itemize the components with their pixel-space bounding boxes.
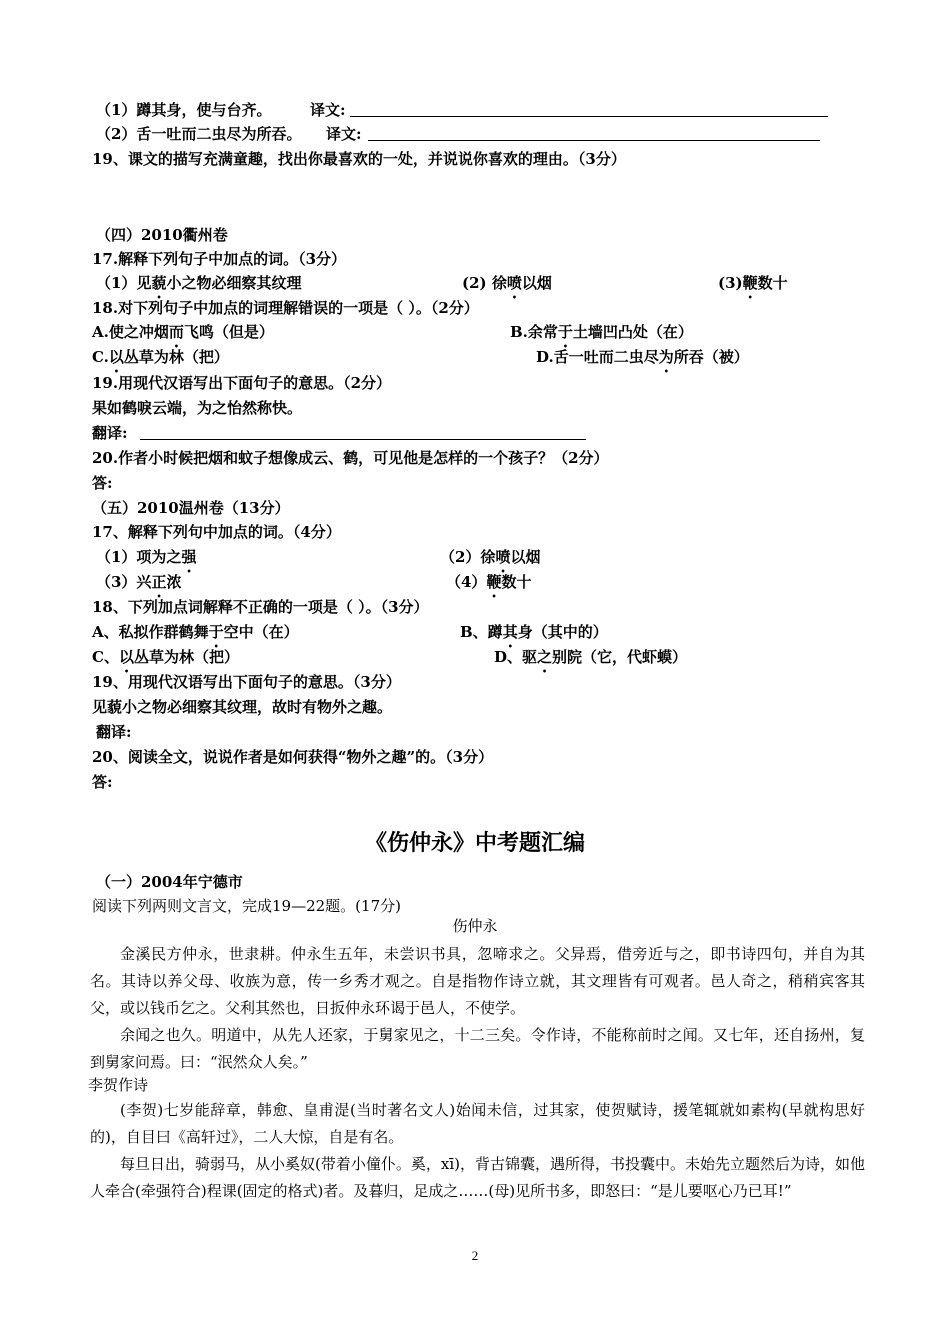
passage-paragraph-2: 余闻之也久。明道中，从先人还家，于舅家见之，十二三矣。令作诗，不能称前时之闻。又七年，还自扬州，复到舅家问焉。曰：“泯然众人矣。” [90,1026,865,1071]
section-1-heading [96,872,243,892]
answer-line-1[interactable] [350,102,828,117]
s4-q20-answer-label [92,473,113,493]
passage-paragraph-1: 金溪民方仲永，世隶耕。仲永生五年，未尝识书具，忽啼求之。父异焉，借旁近与之，即书诗四句，并自为其名。其诗以养父母、收族为意，传一乡秀才观之。自是指物作诗立就，其文理皆有可观者。邑人奇之，稍稍宾客其父，或以钱币乞之。父利其然也，日扳仲永环谒于邑人，不使学。 [90,945,865,1017]
s4-q18-option-d [536,347,749,376]
s4-q17-item-c [718,273,788,302]
text: D、驱 [494,648,538,666]
s5-q19-sentence [92,697,392,717]
s5-question-18 [92,597,429,617]
text: (2) 徐 [462,274,507,292]
page-number: 2 [471,1248,479,1263]
dotted-word: 喷 [506,274,522,292]
passage-paragraph-3: (李贺)七岁能辞章，韩愈、皇甫湜(当时著名文人)始闻未信，过其家，使贺赋诗，援笔辄就如素构(早就构思好的)，自目曰《高轩过》，二人大惊，自是有名。 [90,1101,865,1146]
text: 身（其中的） [517,623,608,641]
text: 别院（它，代虾蟆） [552,648,688,666]
text: 浓 [166,573,182,591]
s4-q19-answer-line[interactable] [140,425,586,440]
text: 所吞（被） [673,348,749,366]
q-item-1 [96,100,271,120]
answer-label-text: 答: [92,773,113,791]
passage-paragraph-4: 每旦日出，骑弱马，从小奚奴(带着小僮仆。奚，xī)，背古锦囊，遇所得，书投囊中。未始先立题然后为诗，如他人牵合(牵强符合)程课(固定的格式)者。及暮归，足成之……(母)见所书多，即怒曰：“是儿要呕心乃已耳!” [90,1155,865,1200]
translation-label-text: 译文: [326,125,362,143]
translate-label-text: 翻译: [96,723,132,741]
s5-question-19-text: 19、用现代汉语写出下面句子的意思。（3分） [92,673,401,691]
dotted-word: 其 [502,623,518,641]
text: C. [92,348,109,366]
translation-label-2 [326,124,362,144]
s4-question-20 [92,448,609,468]
text: 数十 [501,573,532,591]
dotted-word: 喷 [495,548,511,566]
dotted-word: 鞭 [486,573,502,591]
s4-question-18-text: 18.对下列句子中加点的词理解错误的一项是（ ）。（2分） [92,299,479,317]
q-item-2 [96,124,301,144]
s5-question-17-text: 17、解释下列句中加点的词。（4分） [92,523,341,541]
dotted-word: 之 [537,648,553,666]
s4-question-17-text: 17.解释下列句子中加点的词。（3分） [92,250,347,268]
text: A.使之冲烟 [92,323,169,341]
s4-question-19 [92,373,391,393]
dotted-word: 以 [118,648,134,666]
s5-question-17 [92,522,341,542]
s4-question-20-text: 20.作者小时候把烟和蚊子想像成云、鹤，可见他是怎样的一个孩子？（2分） [92,449,609,467]
dotted-word: 为 [658,348,674,366]
dotted-word: 强 [181,548,197,566]
second-passage-title-text: 李贺作诗 [88,1076,149,1094]
text: D.舌一吐而二虫尽 [536,348,659,366]
text: A、私拟作群鹤舞 [92,623,209,641]
s5-q17-item-4 [446,572,531,601]
s4-q19-sentence-text: 果如鹤唳云端，为之怡然称快。 [92,399,303,417]
s4-question-18 [92,298,479,318]
answer-line-2[interactable] [368,126,820,141]
s5-q19-sentence-text: 见藐小之物必细察其纹理，故时有物外之趣。 [92,698,393,716]
text: B.余常 [510,323,558,341]
s5-question-20-text: 20、阅读全文，说说作者是如何获得“物外之趣”的。（3分） [92,748,494,766]
s4-question-19-text: 19.用现代汉语写出下面句子的意思。（2分） [92,374,392,392]
dotted-word: 以 [108,348,124,366]
question-19-text: 19、课文的描写充满童趣，找出你最喜欢的一处，并说说你喜欢的理由。（3分） [92,150,626,168]
text: B、蹲 [460,623,503,641]
text: 空中（在） [223,623,299,641]
question-19 [92,149,626,169]
section-4-heading [96,225,228,245]
dotted-word: 正 [151,573,167,591]
s4-q19-translate-label [92,423,128,443]
section-1-heading-text: （一）2004年宁德市 [96,873,243,891]
text: （1）见 [96,274,152,292]
s5-q18-option-d [494,647,687,676]
section-5-heading [92,498,290,518]
text: 以烟 [521,274,552,292]
text: 丛草为林（把） [133,648,239,666]
text: C、 [92,648,119,666]
text: 数十 [757,274,788,292]
dotted-word: 鞭 [742,274,758,292]
section-1-instructions-text: 阅读下列两则文言文，完成19—22题。(17分) [92,897,401,915]
s4-question-17 [92,249,346,269]
text: 以烟 [510,548,541,566]
s5-question-20 [92,747,493,767]
s5-q19-translate-label [96,722,132,742]
text: （1）项为之 [96,548,182,566]
q-item-1-text: （1）蹲其身，使与台齐。 [96,101,272,119]
translation-label-1 [310,100,346,120]
text: 小之物必细察其纹理 [166,274,302,292]
q-item-2-text: （2）舌一吐而二虫尽为所吞。 [96,125,302,143]
text: (3) [718,274,743,292]
s5-question-19 [92,672,401,692]
dotted-word: 藐 [151,274,167,292]
text: （2）徐 [440,548,496,566]
text: 飞鸣（但是） [183,323,274,341]
text: 丛草为林（把） [123,348,229,366]
section-4-heading-text: （四）2010衢州卷 [96,226,228,244]
text: （4） [446,573,487,591]
dotted-word: 于 [557,323,573,341]
text: （3）兴 [96,573,152,591]
s4-q18-option-c [92,347,229,376]
translate-label-text: 翻译: [92,424,128,442]
page-title: 《伤仲永》中考题汇编 [364,830,585,856]
passage-title: 伤仲永 [452,917,498,935]
s5-question-18-text: 18、下列加点词解释不正确的一项是（ ）。（3分） [92,598,429,616]
second-passage-title [88,1075,148,1095]
s4-q19-sentence [92,398,302,418]
section-5-heading-text: （五）2010温州卷（13分） [92,499,290,517]
dotted-word: 于 [208,623,224,641]
s5-q20-answer-label [92,772,113,792]
text: 土墙凹凸处（在） [572,323,693,341]
section-1-instructions [92,896,401,916]
dotted-word: 而 [168,323,184,341]
translation-label-text: 译文: [310,101,346,119]
answer-label-text: 答: [92,474,113,492]
